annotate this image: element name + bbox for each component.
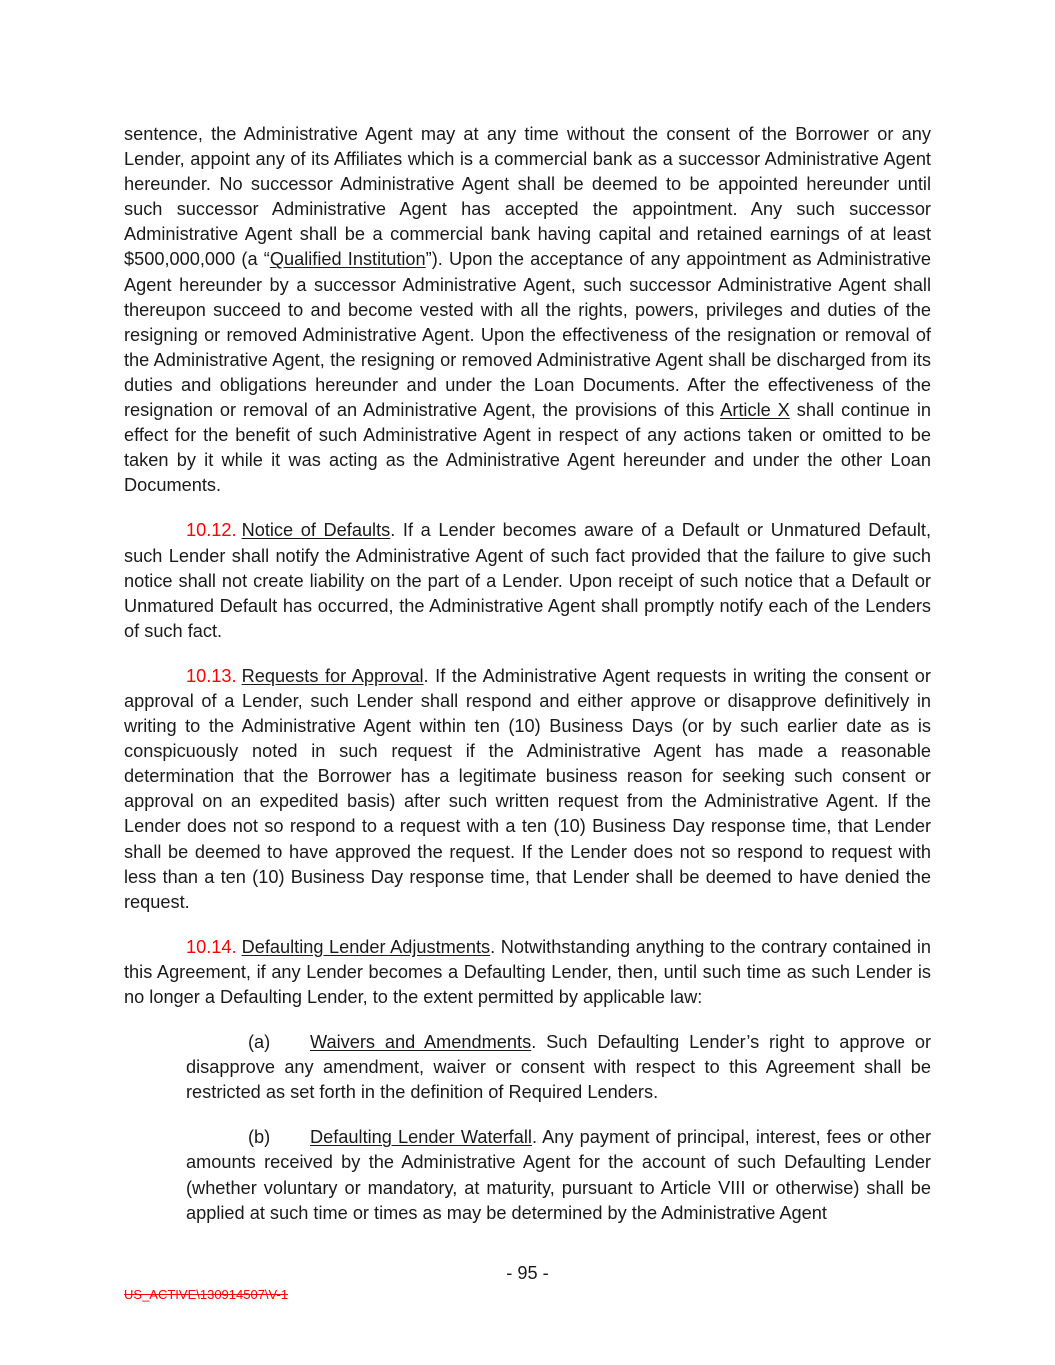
subsection-heading: Waivers and Amendments (310, 1032, 532, 1053)
article-x-reference: Article X (720, 400, 790, 421)
section-body: . Notwithstanding anything to the contrary contained in this Agreement, if any Lender becomes a Defaulting Lender, then, until such time as such Lender is no longer a Defaulting Lender, to the extent permitted by applicable law: (124, 936, 931, 1007)
subsection-heading: Defaulting Lender Waterfall (310, 1127, 532, 1148)
defined-term-qualified-institution: Qualified Institution (269, 249, 426, 270)
page-number: - 95 - (506, 1263, 549, 1283)
subsection-body: . Any payment of principal, interest, fees or other amounts received by the Administrative Agent for the account of such Defaulting Lender (whether voluntary or mandatory, at maturity, pursuant to Article VIII or otherwise) shall be applied at such time or times as may be determined by the Administrative Agent (186, 1127, 931, 1223)
section-10-13 (124, 664, 931, 915)
section-heading: Notice of Defaults (241, 520, 391, 541)
subsection-label: (a) (248, 1032, 271, 1053)
continuation-paragraph: sentence, the Administrative Agent may at any time without the consent of the Borrower or any Lender, appoint any of its Affiliates which is a commercial bank as a successor Administrative Agent hereunder. No successor Administrative Agent shall be deemed to be appointed hereunder until such successor Administrative Agent has accepted the appointment. Any such successor Administrative Agent shall be a commercial bank having capital and retained earnings of at least $500,000,000 (a “Qualified Institution”). Upon the acceptance of any appointment as Administrative Agent hereunder by a successor Administrative Agent, such successor Administrative Agent shall thereupon succeed to and become vested with all the rights, powers, privileges and duties of the resigning or removed Administrative Agent. Upon the effectiveness of the resignation or removal of the Administrative Agent, the resigning or removed Administrative Agent shall be discharged from its duties and obligations hereunder and under the Loan Documents. After the effectiveness of the resignation or removal of an Administrative Agent, the provisions of this Article X shall continue in effect for the benefit of such Administrative Agent in respect of any actions taken or omitted to be taken by it while it was acting as the Administrative Agent hereunder and under the other Loan Documents. (124, 124, 932, 496)
document-id: US_ACTIVE\130914507\V-1 (124, 1287, 289, 1302)
section-body: . If the Administrative Agent requests in writing the consent or approval of a Lender, such Lender shall respond and either approve or disapprove definitively in writing to the Administrative Agent within ten (10) Business Days (or by such earlier date as is conspicuously noted in such request if the Administrative Agent has made a reasonable determination that the Borrower has a legitimate business reason for seeking such consent or approval on an expedited basis) after such written request from the Administrative Agent. If the Lender does not so respond to a request with a ten (10) Business Day response time, that Lender shall be deemed to have approved the request. If the Lender does not so respond to request with less than a ten (10) Business Day response time, that Lender shall be deemed to have denied the request. (124, 665, 931, 912)
subsection-body: . Such Defaulting Lender’s right to approve or disapprove any amendment, waiver or consent with respect to this Agreement shall be restricted as set forth in the definition of Required Lenders. (186, 1032, 932, 1103)
subsection-label: (b) (248, 1127, 271, 1148)
section-10-14 (124, 935, 931, 1010)
section-heading: Defaulting Lender Adjustments (241, 936, 491, 957)
section-body: . If a Lender becomes aware of a Default or Unmatured Default, such Lender shall notify the Administrative Agent of such fact provided that the failure to give such notice shall not create liability on the part of a Lender. Upon receipt of such notice that a Default or Unmatured Default has occurred, the Administrative Agent shall promptly notify each of the Lenders of such fact. (124, 520, 931, 641)
subsection-b (186, 1125, 931, 1225)
section-number: 10.14. (186, 936, 237, 957)
subsection-a (186, 1030, 931, 1105)
section-heading: Requests for Approval (241, 665, 424, 686)
section-number: 10.12. (186, 520, 237, 541)
document-page (124, 122, 931, 1226)
section-10-12 (124, 518, 931, 643)
section-number: 10.13. (186, 665, 237, 686)
